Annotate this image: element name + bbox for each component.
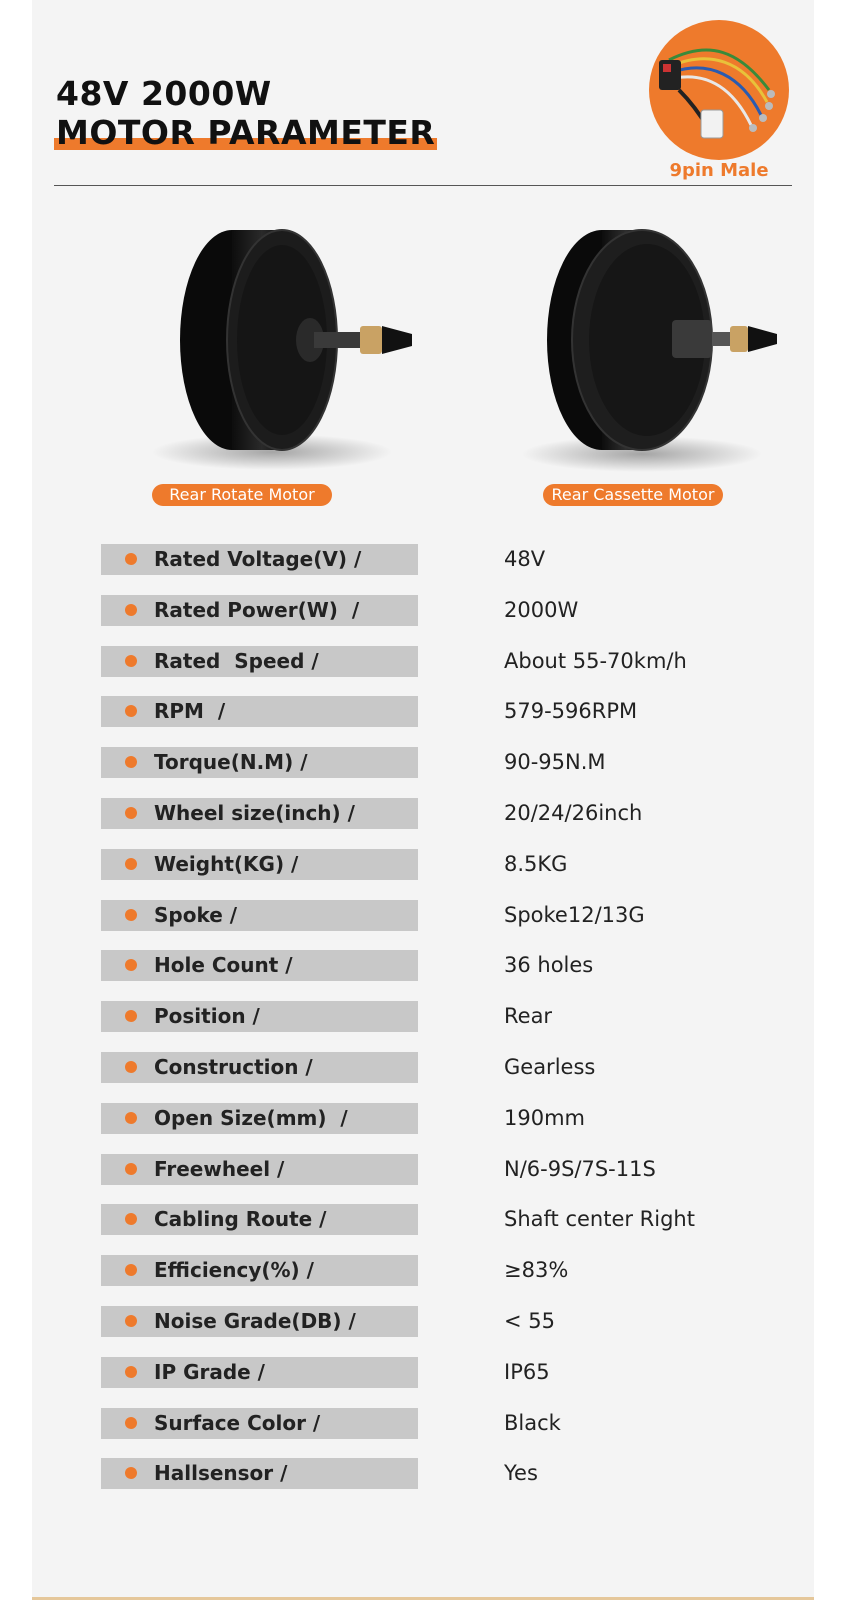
bullet-dot-icon [125,1112,137,1124]
connector-label: 9pin Male [669,160,769,181]
spec-value: Yes [504,1461,538,1485]
spec-value: < 55 [504,1309,555,1333]
spec-row [32,847,814,881]
spec-value: Gearless [504,1055,596,1079]
spec-label-background [101,900,418,931]
spec-label: Rated Power(W) / [154,598,360,622]
spec-label: Hallsensor / [154,1461,288,1485]
bullet-dot-icon [125,1163,137,1175]
spec-label: Noise Grade(DB) / [154,1309,356,1333]
spec-label: RPM / [154,699,226,723]
spec-label: Weight(KG) / [154,852,299,876]
spec-label: Torque(N.M) / [154,750,308,774]
spec-value: 2000W [504,598,579,622]
spec-value: 90-95N.M [504,750,606,774]
title-motor-parameter [56,114,435,152]
spec-row [32,593,814,627]
spec-row [32,1456,814,1490]
bullet-dot-icon [125,655,137,667]
spec-value: Spoke12/13G [504,903,645,927]
rear-cassette-motor-badge: Rear Cassette Motor [543,484,723,506]
spec-value: Rear [504,1004,553,1028]
spec-row [32,694,814,728]
rear-rotate-motor-badge: Rear Rotate Motor [152,484,332,506]
spec-label: Open Size(mm) / [154,1106,348,1130]
bullet-dot-icon [125,1417,137,1429]
title-voltage-power: 48V 2000W [56,74,272,113]
bullet-dot-icon [125,1061,137,1073]
spec-row [32,898,814,932]
spec-label: Position / [154,1004,260,1028]
bullet-dot-icon [125,1467,137,1479]
spec-value: 8.5KG [504,852,568,876]
spec-row [32,1406,814,1440]
spec-row [32,999,814,1033]
spec-table [32,0,814,1600]
spec-label: Freewheel / [154,1157,285,1181]
bullet-dot-icon [125,1264,137,1276]
spec-sheet [32,0,814,1600]
spec-value: Black [504,1411,561,1435]
bullet-dot-icon [125,1010,137,1022]
spec-label: Construction / [154,1055,313,1079]
title-motor-parameter-text: MOTOR PARAMETER [56,113,436,152]
spec-value: Shaft center Right [504,1207,695,1231]
spec-value: 579-596RPM [504,699,638,723]
spec-label: Spoke / [154,903,238,927]
spec-value: About 55-70km/h [504,649,687,673]
spec-row [32,948,814,982]
spec-row [32,1101,814,1135]
bullet-dot-icon [125,1366,137,1378]
spec-row [32,796,814,830]
spec-row [32,644,814,678]
spec-label: Wheel size(inch) / [154,801,355,825]
spec-row [32,1050,814,1084]
spec-value: IP65 [504,1360,550,1384]
spec-row [32,542,814,576]
spec-row [32,1304,814,1338]
spec-value: 36 holes [504,953,594,977]
spec-label: Cabling Route / [154,1207,327,1231]
spec-row [32,745,814,779]
bullet-dot-icon [125,959,137,971]
spec-value: N/6-9S/7S-11S [504,1157,656,1181]
spec-label: IP Grade / [154,1360,265,1384]
spec-value: ≥83% [504,1258,569,1282]
spec-label: Hole Count / [154,953,293,977]
spec-label: Rated Speed / [154,649,319,673]
spec-row [32,1355,814,1389]
bullet-dot-icon [125,604,137,616]
bullet-dot-icon [125,1315,137,1327]
bullet-dot-icon [125,705,137,717]
bullet-dot-icon [125,1213,137,1225]
spec-label-background [101,696,418,727]
spec-row [32,1152,814,1186]
spec-label: Surface Color / [154,1411,321,1435]
spec-value: 20/24/26inch [504,801,643,825]
spec-value: 48V [504,547,546,571]
bullet-dot-icon [125,909,137,921]
bullet-dot-icon [125,756,137,768]
bullet-dot-icon [125,807,137,819]
bullet-dot-icon [125,858,137,870]
spec-row [32,1202,814,1236]
bullet-dot-icon [125,553,137,565]
spec-row [32,1253,814,1287]
spec-label: Rated Voltage(V) / [154,547,362,571]
spec-value: 190mm [504,1106,585,1130]
spec-label: Efficiency(%) / [154,1258,314,1282]
